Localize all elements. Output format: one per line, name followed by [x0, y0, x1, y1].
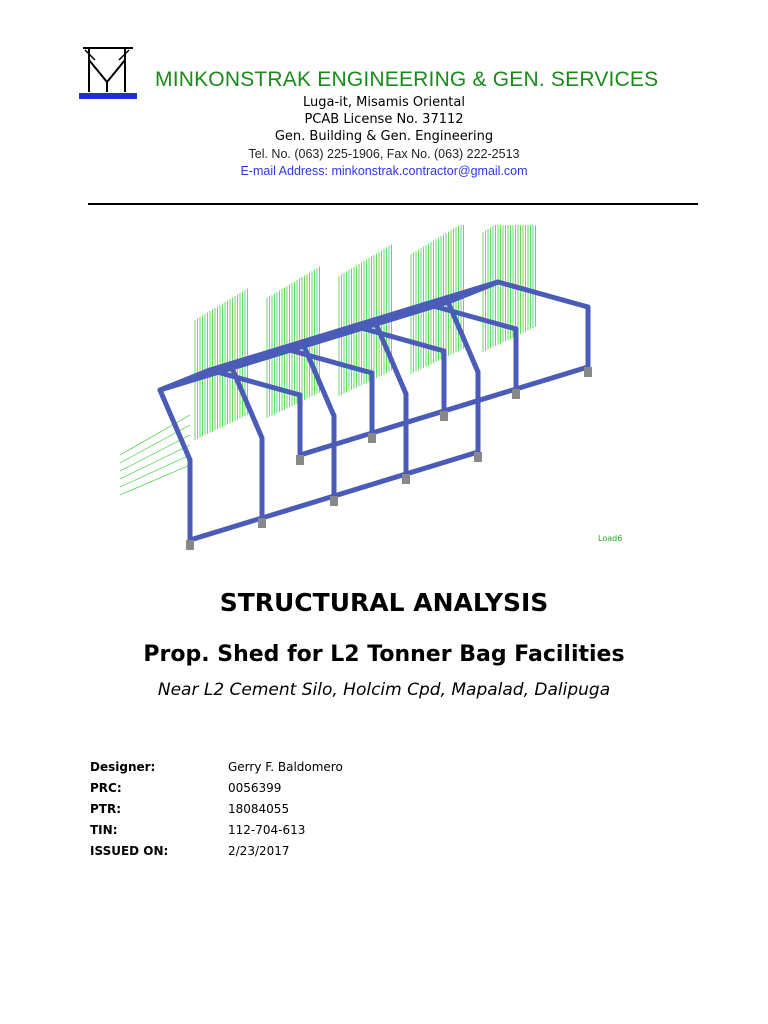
project-location: Near L2 Cement Silo, Holcim Cpd, Mapalad, Dalipuga: [157, 680, 611, 700]
info-row-tin: [90, 823, 343, 844]
info-label: ISSUED ON:: [90, 844, 169, 858]
info-row-issued: [90, 844, 343, 865]
project-name: Prop. Shed for L2 Tonner Bag Facilities: [143, 642, 625, 667]
license-number: PCAB License No. 37112: [304, 112, 464, 127]
info-value: 2/23/2017: [228, 844, 290, 858]
info-value: Gerry F. Baldomero: [228, 760, 343, 774]
load-label: Load6: [598, 534, 623, 543]
contact-email[interactable]: E-mail Address: minkonstrak.contractor@gmail.com: [240, 164, 528, 178]
info-value: 18084055: [228, 802, 290, 816]
info-value: 0056399: [228, 781, 282, 795]
info-row-ptr: [90, 802, 343, 823]
company-logo: [79, 46, 137, 100]
info-value: 112-704-613: [228, 823, 306, 837]
designer-info: [90, 760, 343, 865]
company-name: MINKONSTRAK ENGINEERING & GEN. SERVICES: [155, 68, 659, 91]
services-scope: Gen. Building & Gen. Engineering: [274, 129, 494, 144]
info-row-prc: [90, 781, 343, 802]
document-title: STRUCTURAL ANALYSIS: [219, 588, 549, 617]
info-row-designer: [90, 760, 343, 781]
contact-phone: Tel. No. (063) 225-1906, Fax No. (063) 222-2513: [248, 147, 520, 161]
info-label: PRC:: [90, 781, 122, 795]
company-address: Luga-it, Misamis Oriental: [303, 95, 465, 110]
info-label: PTR:: [90, 802, 122, 816]
info-label: TIN:: [90, 823, 118, 837]
header-divider: [88, 203, 698, 205]
structural-model-image: [110, 225, 650, 565]
info-label: Designer:: [90, 760, 156, 774]
